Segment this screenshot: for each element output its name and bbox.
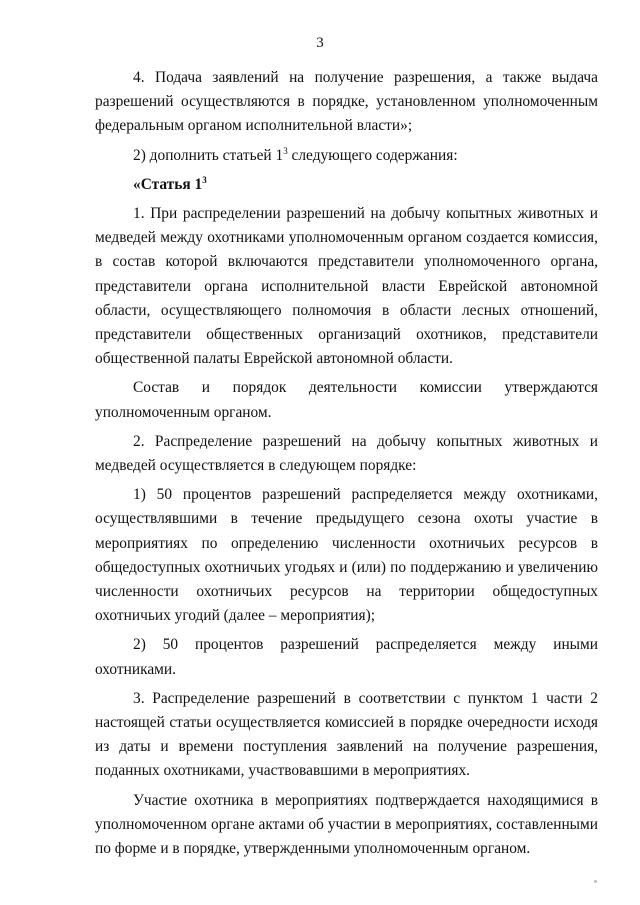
- article-heading: [95, 173, 598, 197]
- amendment-intro-suffix: следующего содержания:: [287, 146, 458, 164]
- paragraph-participation-proof: Участие охотника в мероприятиях подтверждается находящимися в уполномоченном органе актами об участии в мероприятиях, составленными по форме и в порядке, утвержденными уполномоченным органом.: [95, 791, 598, 858]
- paragraph-commission: 1. При распределении разрешений на добычу копытных животных и медведей между охотниками уполномоченным органом создается комиссия, в состав которой включаются представители уполномоченного органа, представители органа исполнительной власти Еврейской автономной области, осуществляющего полномочия в области лесных отношений, представители общественных организаций охотников, представители общественной палаты Еврейской автономной области.: [95, 205, 598, 368]
- amendment-intro-superscript: 3: [283, 145, 288, 156]
- scan-dot-mark: [594, 880, 597, 883]
- paragraph-distribution-item-2: 2) 50 процентов разрешений распределяется между иными охотниками.: [95, 636, 598, 678]
- paragraph-distribution-item-1: 1) 50 процентов разрешений распределяется между охотниками, осуществлявшими в течение предыдущего сезона охоты участие в мероприятиях по определению численности охотничьих ресурсов в общедоступных охотничьих угодьях и (или) по поддержанию и увеличению численности охотничьих ресурсов на территории общедоступных охотничьих угодий (далее – мероприятия);: [95, 486, 598, 625]
- document-body: [95, 66, 598, 866]
- page-number: 3: [316, 35, 324, 51]
- paragraph-distribution-rule: 3. Распределение разрешений в соответствии с пунктом 1 части 2 настоящей статьи осуществляется комиссией в порядке очередности исходя из даты и времени поступления заявлений на получение разрешения, поданных охотниками, участвовавшими в мероприятиях.: [95, 689, 598, 780]
- paragraph-commission-approval: Состав и порядок деятельности комиссии утверждаются уполномоченным органом.: [95, 379, 598, 421]
- paragraph-item-4-submission: 4. Подача заявлений на получение разрешения, а также выдача разрешений осуществляются в порядке, установленном уполномоченным федеральным органом исполнительной власти»;: [95, 69, 598, 135]
- article-heading-superscript: 3: [202, 174, 207, 185]
- amendment-intro-text: 2) дополнить статьей 1: [133, 146, 284, 164]
- paragraph-amendment-intro: [95, 144, 598, 168]
- article-heading-text: «Статья 1: [133, 175, 203, 193]
- paragraph-distribution-order: 2. Распределение разрешений на добычу копытных животных и медведей осуществляется в следующем порядке:: [95, 432, 598, 475]
